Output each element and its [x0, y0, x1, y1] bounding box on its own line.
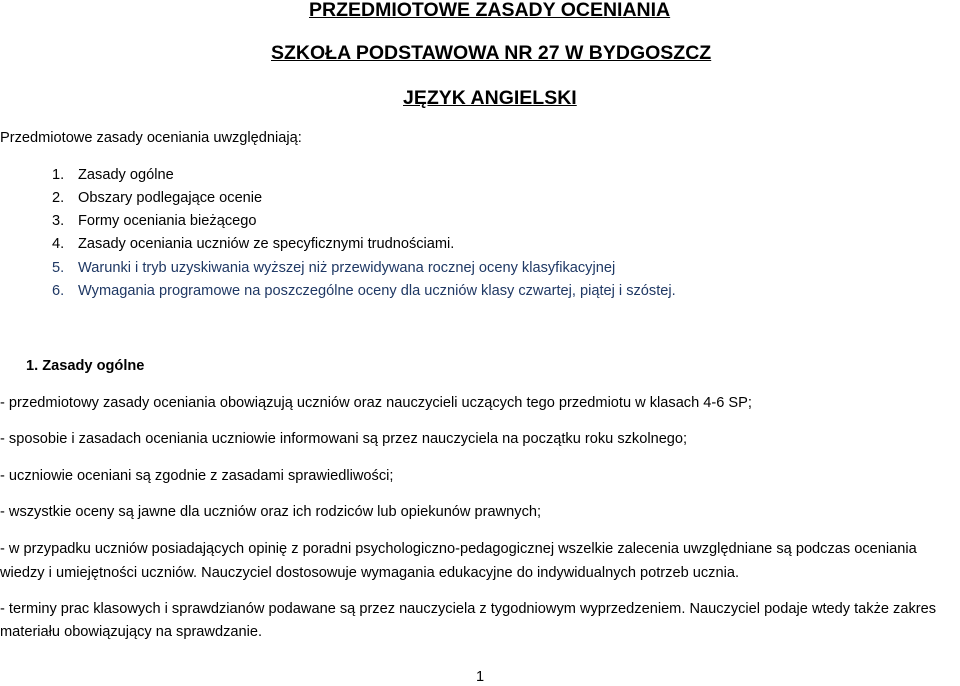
toc-item-text: Obszary podlegające ocenie: [78, 190, 263, 206]
toc-item: [52, 235, 454, 253]
toc-item-number: 3.: [52, 213, 65, 229]
document-title: PRZEDMIOTOWE ZASADY OCENIANIA: [309, 0, 671, 21]
paragraph-line: - w przypadku uczniów posiadających opinię z poradni psychologiczno-pedagogicznej wszelkie zalecenia uwzględniane są podczas oceniania: [0, 541, 917, 557]
toc-item: [52, 259, 615, 277]
toc-item: [52, 166, 174, 184]
toc-item-number: 5.: [52, 260, 65, 276]
intro-text: Przedmiotowe zasady oceniania uwzględniają:: [0, 130, 302, 146]
toc-item-text: Warunki i tryb uzyskiwania wyższej niż przewidywana rocznej oceny klasyfikacyjnej: [78, 260, 616, 276]
toc-item: [52, 212, 256, 230]
toc-item-text: Zasady ogólne: [78, 167, 174, 183]
paragraph-line: - wszystkie oceny są jawne dla uczniów oraz ich rodziców lub opiekunów prawnych;: [0, 504, 542, 520]
toc-item: [52, 189, 262, 207]
toc-item-text: Formy oceniania bieżącego: [78, 213, 257, 229]
toc-item-number: 1.: [52, 167, 65, 183]
toc-item: [52, 282, 676, 300]
paragraph-line: - terminy prac klasowych i sprawdzianów podawane są przez nauczyciela z tygodniowym wyprzedzeniem. Nauczyciel podaje wtedy także zakres: [0, 601, 937, 617]
subject-name: JĘZYK ANGIELSKI: [403, 87, 577, 109]
paragraph-line: - przedmiotowy zasady oceniania obowiązują uczniów oraz nauczycieli uczących tego przedmiotu w klasach 4-6 SP;: [0, 395, 752, 411]
paragraph-line: materiału obowiązujący na sprawdzanie.: [0, 624, 263, 640]
paragraph-line: wiedzy i umiejętności uczniów. Nauczyciel dostosowuje wymagania edukacyjne do indywidualnych potrzeb ucznia.: [0, 565, 739, 581]
paragraph-line: - sposobie i zasadach oceniania uczniowie informowani są przez nauczyciela na początku roku szkolnego;: [0, 431, 688, 447]
toc-item-number: 6.: [52, 283, 65, 299]
paragraph-line: - uczniowie oceniani są zgodnie z zasadami sprawiedliwości;: [0, 468, 394, 484]
toc-item-text: Wymagania programowe na poszczególne oceny dla uczniów klasy czwartej, piątej i szóstej.: [78, 283, 676, 299]
toc-item-number: 4.: [52, 236, 65, 252]
page-number: 1: [476, 669, 485, 685]
section-heading: 1. Zasady ogólne: [26, 358, 145, 374]
school-name: SZKOŁA PODSTAWOWA NR 27 W BYDGOSZCZ: [271, 42, 712, 64]
toc-item-number: 2.: [52, 190, 65, 206]
toc-item-text: Zasady oceniania uczniów ze specyficznymi trudnościami.: [78, 236, 455, 252]
